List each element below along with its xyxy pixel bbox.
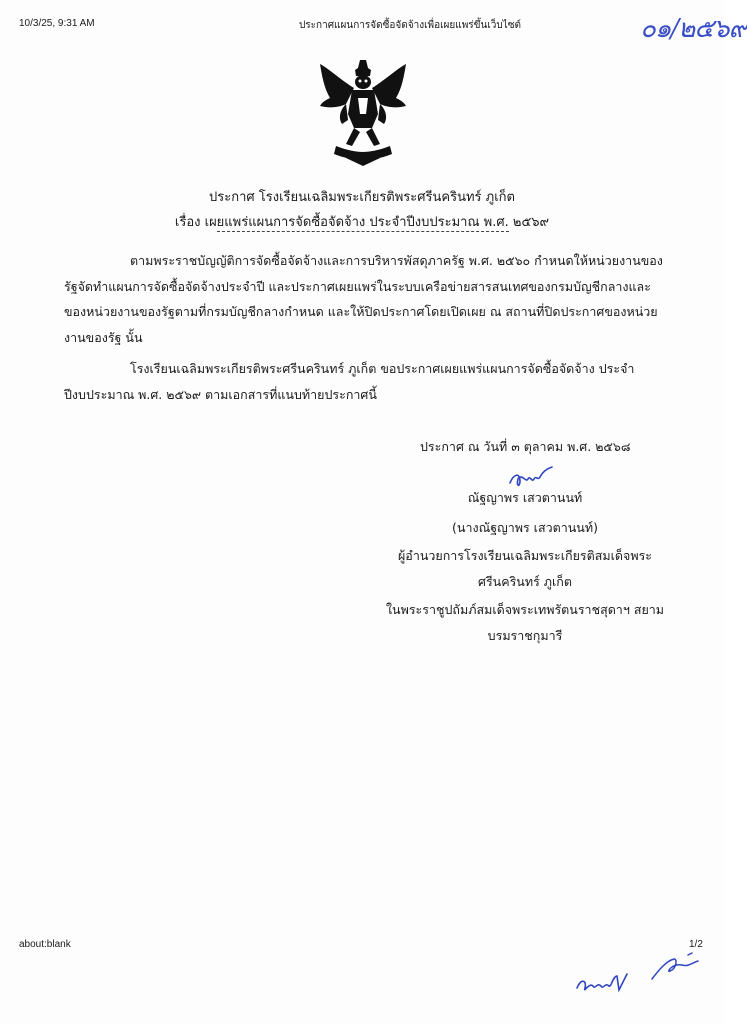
signer-position-line-2: ศรีนครินทร์ ภูเก็ต [478,574,572,589]
print-url: about:blank [19,939,71,950]
announcement-subject: เรื่อง เผยแพร่แผนการจัดซื้อจัดจ้าง ประจำปีงบประมาณ พ.ศ. ๒๕๖๙ [174,215,550,230]
signer-position-line-4: บรมราชกุมารี [487,628,563,643]
handwritten-mark-icon [648,950,708,982]
body-paragraph-2: โรงเรียนเฉลิมพระเกียรติพระศรีนครินทร์ ภูเก็ต ขอประกาศเผยแพร่แผนการจัดซื้อจัดจ้าง ประจำปีงบประมาณ พ.ศ. ๒๕๖๙ ตามเอกสารที่แนบท้ายประกาศนี้ [64,361,635,402]
body-paragraph-1: ตามพระราชบัญญัติการจัดซื้อจัดจ้างและการบริหารพัสดุภาครัฐ พ.ศ. ๒๕๖๐ กำหนดให้หน่วยงานของรัฐจัดทำแผนการจัดซื้อจัดจ้างประจำปี และประกาศเผยแพร่ในระบบเครือข่ายสารสนเทศของกรมบัญชีกลางและของหน่วยงานของรัฐตามที่กรมบัญชีกลางกำหนด และให้ปิดประกาศโดยเปิดเผย ณ สถานที่ปิดประกาศของหน่วยงานของรัฐ นั้น [64,253,663,345]
print-datetime: 10/3/25, 9:31 AM [19,18,95,29]
announcement-date: ประกาศ ณ วันที่ ๓ ตุลาคม พ.ศ. ๒๕๖๘ [420,439,631,454]
signer-full-name: (นางณัฐญาพร เสวตานนท์) [452,520,598,535]
garuda-emblem-icon [316,58,410,166]
print-page-title: ประกาศแผนการจัดซื้อจัดจ้างเพื่อเผยแพร่ขึ้นเว็บไซต์ [298,20,522,31]
signer-position-line-3: ในพระราชูปถัมภ์สมเด็จพระเทพรัตนราชสุดาฯ สยาม [385,602,665,617]
handwritten-reference-number: ๐๑/๒๕๖๙ [640,14,747,44]
signer-position-line-1: ผู้อำนวยการโรงเรียนเฉลิมพระเกียรติสมเด็จพระ [397,548,653,563]
signer-name: ณัฐญาพร เสวตานนท์ [467,490,583,505]
title-divider [217,231,509,232]
print-page-number: 1/2 [689,939,703,950]
handwritten-initial-icon [575,968,635,996]
announcement-title: ประกาศ โรงเรียนเฉลิมพระเกียรติพระศรีนครินทร์ ภูเก็ต [209,190,515,205]
